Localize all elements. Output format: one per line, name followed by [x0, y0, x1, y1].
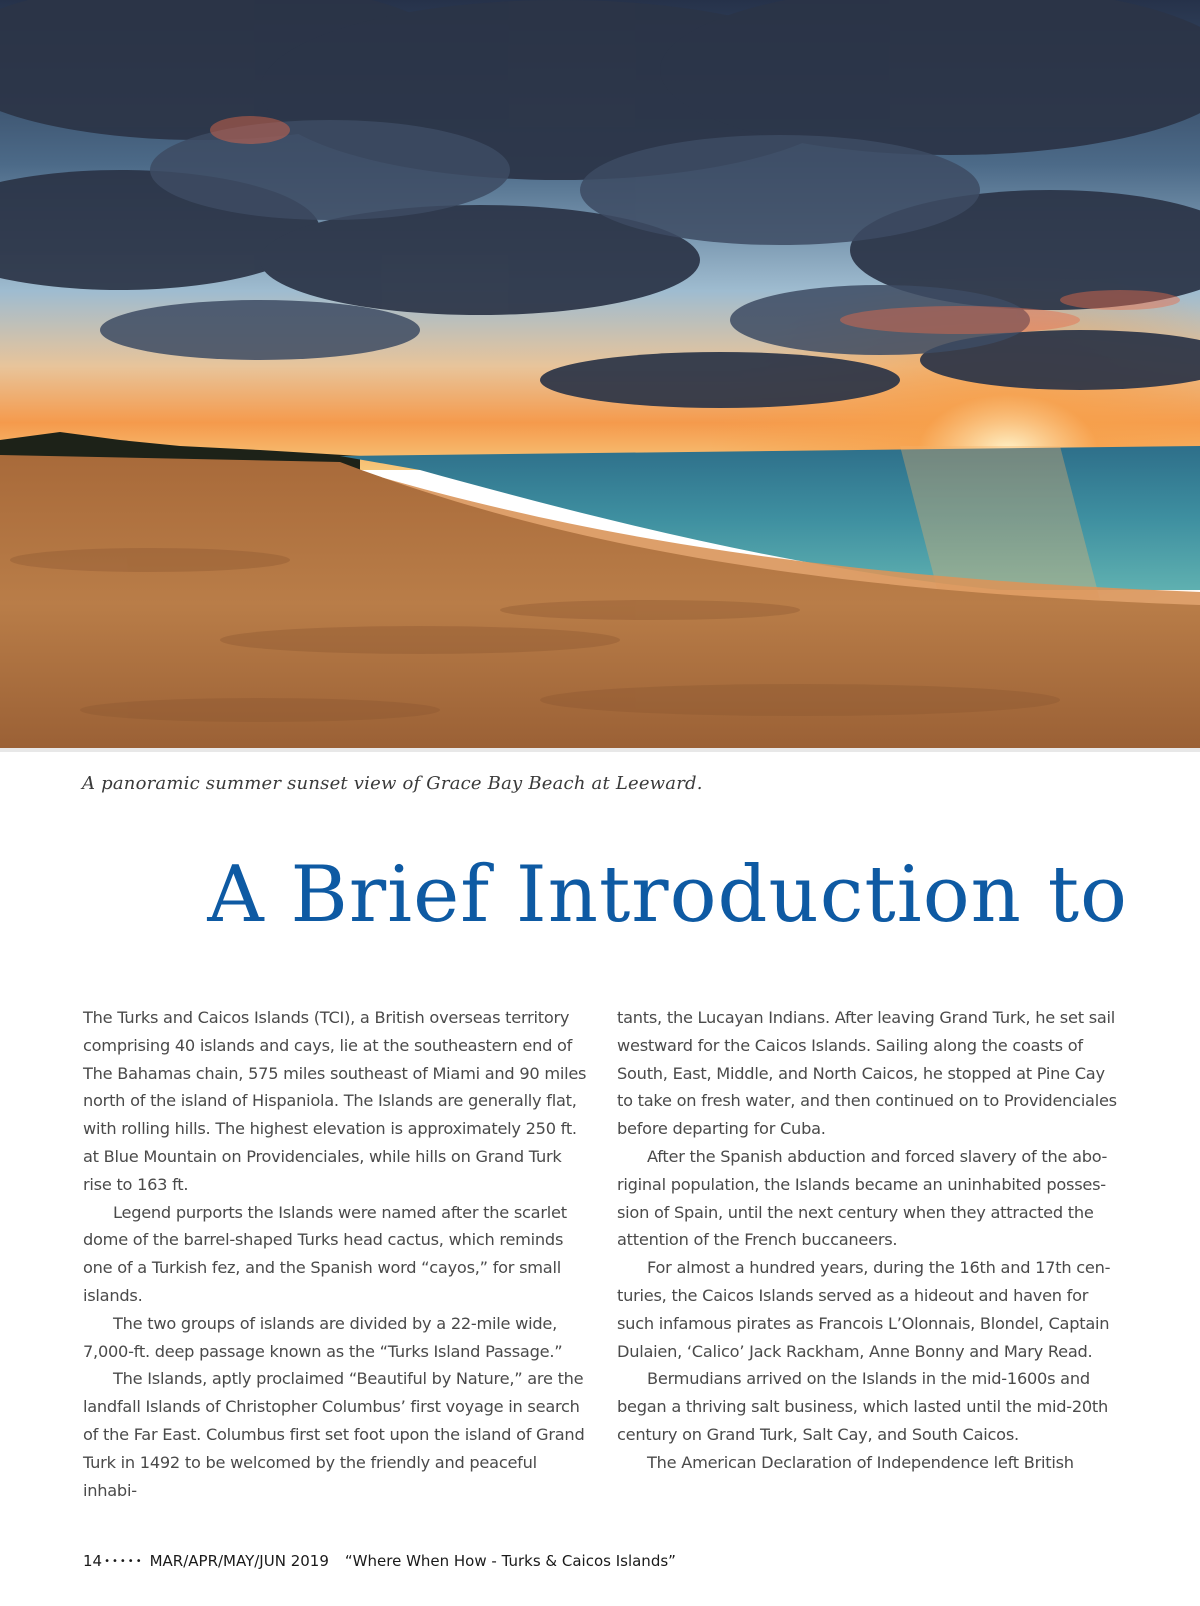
paragraph: The Islands, aptly proclaimed “Beautiful by Nature,” are the landfall Islands of Christopher Columbus’ first voyage in search of the Far East. Columbus first set foot upon the island of Grand Turk in 1492 to be welcomed by the friendly and peaceful inhabi-	[83, 1369, 585, 1500]
beach-sunset-photo-icon	[0, 0, 1200, 752]
paragraph: Bermudians arrived on the Islands in the mid-1600s and began a thriving salt business, which lasted until the mid-20th century on Grand Turk, Salt Cay, and South Caicos.	[617, 1369, 1109, 1444]
hero-photo	[0, 0, 1200, 752]
article-headline: A Brief Introduction to	[207, 850, 1128, 940]
paragraph: tants, the Lucayan Indians. After leaving Grand Turk, he set sail westward for the Caicos Islands. Sailing along the coasts of South, East, Middle, and North Caicos, he stopped at Pine Cay to take on fresh water, and then continued on to Providenciales before departing for Cuba.	[617, 1008, 1117, 1139]
issue-date: MAR/APR/MAY/JUN 2019	[149, 1552, 329, 1570]
photo-caption: A panoramic summer sunset view of Grace Bay Beach at Leeward.	[82, 773, 703, 794]
page-footer	[83, 1552, 676, 1570]
dot-separator-icon: •••••	[104, 1556, 144, 1567]
paragraph: After the Spanish abduction and forced slavery of the aboriginal population, the Islands became an uninhabited possession of Spain, until the next century when they attracted the attention of the French buccaneers.	[617, 1146, 1108, 1250]
paragraph: For almost a hundred years, during the 16th and 17th centuries, the Caicos Islands served as a hideout and haven for such infamous pirates as Francois L’Olonnais, Blondel, Captain Dulaien, ‘Calico’ Jack Rackham, Anne Bonny and Mary Read.	[617, 1258, 1111, 1361]
paragraph: Legend purports the Islands were named after the scarlet dome of the barrel-shaped Turks head cactus, which reminds one of a Turkish fez, and the Spanish word “cayos,” for small islands.	[83, 1202, 567, 1305]
paragraph: The two groups of islands are divided by a 22-mile wide, 7,000-ft. deep passage known as the “Turks Island Passage.”	[83, 1313, 563, 1361]
paragraph: The Turks and Caicos Islands (TCI), a British overseas territory comprising 40 islands and cays, lie at the southeastern end of The Bahamas chain, 575 miles southeast of Miami and 90 miles north of the island of Hispaniola. The Islands are generally flat, with rolling hills. The highest elevation is approximately 250 ft. at Blue Mountain on Providenciales, while hills on Grand Turk rise to 163 ft.	[83, 1008, 587, 1194]
publication-title: “Where When How - Turks & Caicos Islands”	[344, 1552, 676, 1570]
article-left-column	[83, 1004, 591, 1504]
paragraph: The American Declaration of Independence left British	[647, 1452, 1074, 1472]
page-number: 14	[83, 1552, 103, 1570]
article-right-column	[617, 1004, 1122, 1477]
